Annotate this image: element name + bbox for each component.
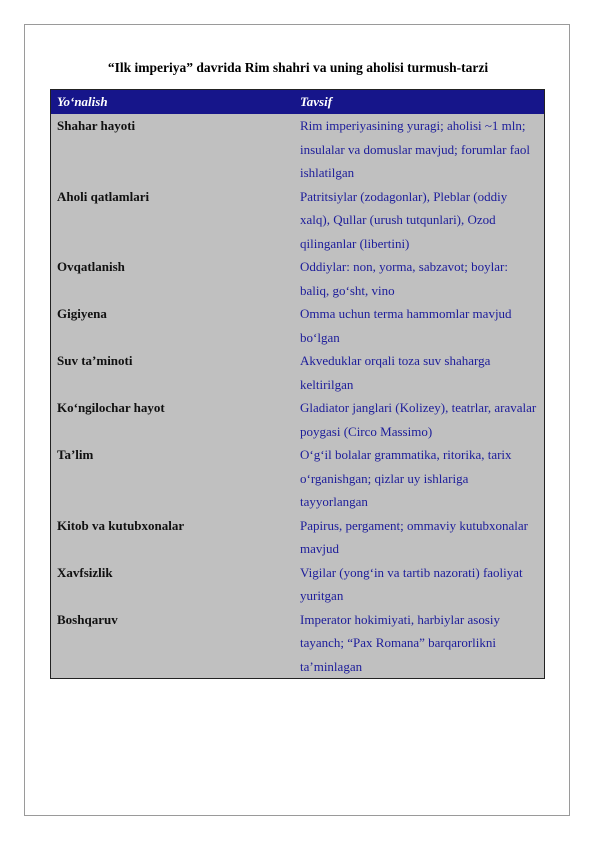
table-header <box>51 90 544 114</box>
row-description: Patritsiylar (zodagonlar), Pleblar (oddiy xalq), Qullar (urush tutqunlari), Ozod qilinganlar (libertini) <box>300 188 508 251</box>
row-description: O‘g‘il bolalar grammatika, ritorika, tarix o‘rganishgan; qizlar uy ishlariga tayyorlangan <box>300 447 512 509</box>
row-description: Papirus, pergament; ommaviy kutubxonalar mavjud <box>300 517 528 556</box>
table-row <box>51 255 544 302</box>
row-topic: Kitob va kutubxonalar <box>57 517 185 533</box>
table-row <box>51 514 544 561</box>
table-row <box>51 561 544 608</box>
table-row <box>51 114 544 185</box>
row-topic: Shahar hayoti <box>57 118 136 133</box>
table-row <box>51 185 544 256</box>
row-topic: Ko‘ngilochar hayot <box>57 400 165 415</box>
row-description: Rim imperiyasining yuragi; aholisi ~1 mln; insulalar va domuslar mavjud; forumlar faol ishlatilgan <box>300 118 530 180</box>
document-title: “Ilk imperiya” davrida Rim shahri va uning aholisi turmush-tarzi <box>107 60 489 75</box>
row-topic: Aholi qatlamlari <box>57 188 150 204</box>
row-topic: Suv ta’minoti <box>57 353 133 368</box>
table-row <box>51 608 544 679</box>
row-topic: Xavfsizlik <box>57 564 113 580</box>
table-row <box>51 396 544 443</box>
row-description: Omma uchun terma hammomlar mavjud bo‘lgan <box>300 306 512 345</box>
header-direction: Yo‘nalish <box>57 94 108 109</box>
row-description: Vigilar (yong‘in va tartib nazorati) faoliyat yuritgan <box>300 564 523 603</box>
row-description: Imperator hokimiyati, harbiylar asosiy tayanch; “Pax Romana” barqarorlikni ta’minlagan <box>300 611 501 674</box>
header-description: Tavsif <box>300 94 333 109</box>
table-row <box>51 302 544 349</box>
row-description: Oddiylar: non, yorma, sabzavot; boylar: baliq, go‘sht, vino <box>300 259 508 298</box>
row-topic: Boshqaruv <box>57 611 118 627</box>
row-topic: Ovqatlanish <box>57 259 125 274</box>
row-topic: Ta’lim <box>57 447 94 462</box>
table-row <box>51 349 544 396</box>
info-table <box>50 89 545 679</box>
row-topic: Gigiyena <box>57 306 107 321</box>
table-row <box>51 443 544 514</box>
row-description: Akveduklar orqali toza suv shaharga keltirilgan <box>300 353 491 392</box>
row-description: Gladiator janglari (Kolizey), teatrlar, aravalar poygasi (Circo Massimo) <box>300 400 537 439</box>
